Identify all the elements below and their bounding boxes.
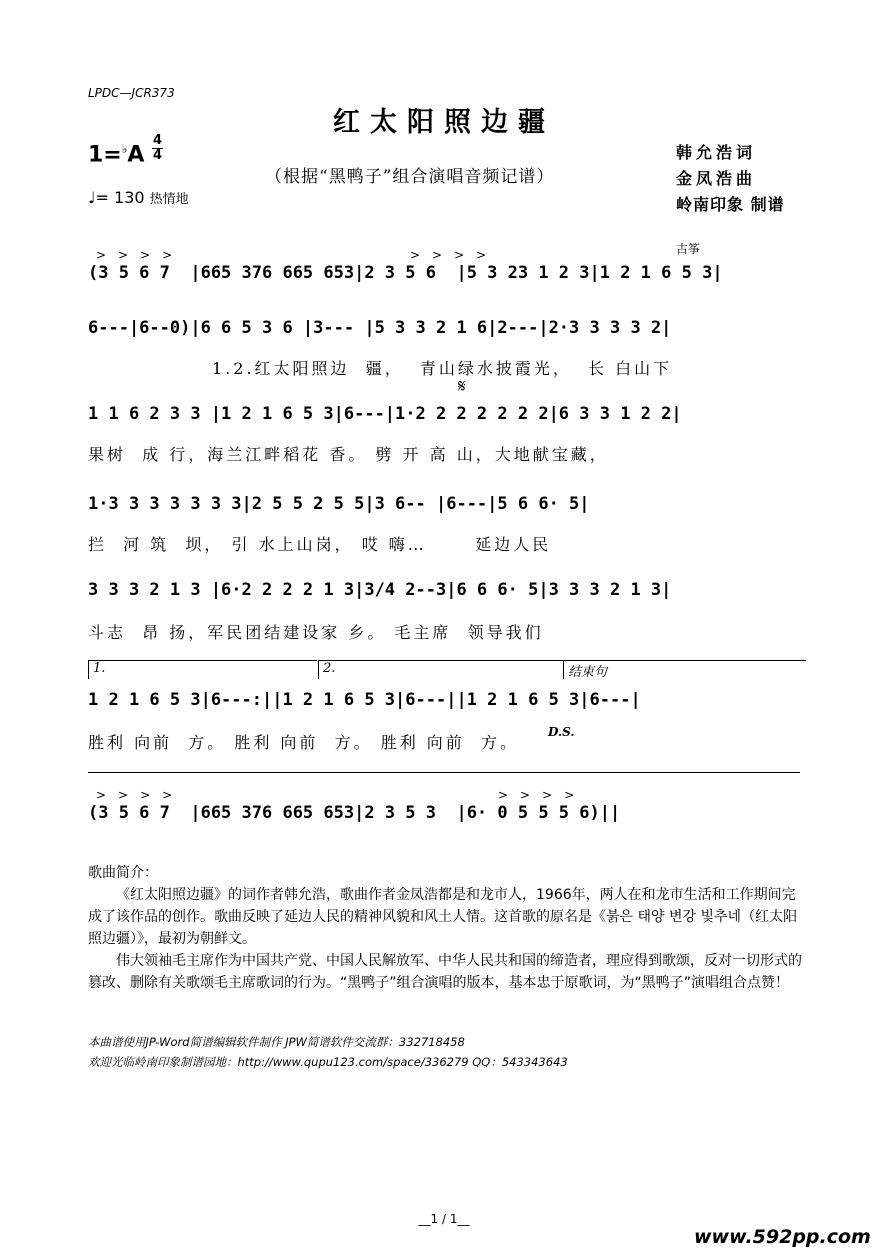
notation-row-5: 3 3 3 2 1 3 |6·2 2 2 2 1 3|3/4 2--3|6 6 6· 5|3 3 3 2 1 3| xyxy=(88,580,672,600)
segno-sign: 𝄋 xyxy=(458,376,466,397)
lyricist-credit: 韩允浩词 xyxy=(676,143,757,162)
lyric-row-6: 胜利 向前 方。 胜利 向前 方。 胜利 向前 方。 xyxy=(88,733,519,752)
footer-line-2: 欢迎光临岭南印象制谱园地：http://www.qupu123.com/space/336279 QQ：543343643 xyxy=(88,1055,568,1069)
page-number: __1 / 1__ xyxy=(418,1212,470,1226)
composer-credit: 金凤浩曲 xyxy=(676,169,757,188)
notation-row-4: 1·3 3 3 3 3 3 3|2 5 5 2 5 5|3 6-- |6---|5 6 6· 5| xyxy=(88,494,590,514)
notation-row-3: 1 1 6 2 3 3 |1 2 1 6 5 3|6---|1·2 2 2 2 2 2 2|6 3 3 1 2 2| xyxy=(88,404,682,424)
intro-paragraph-2: 伟大领袖毛主席作为中国共产党、中国人民解放军、中华人民共和国的缔造者，理应得到歌颂，反对一切形式的篡改、删除有关歌颂毛主席歌词的行为。“黑鸭子”组合演唱的版本，基本忠于原歌词，为“黑鸭子”演唱组合点赞！ xyxy=(88,953,802,991)
key-note: A xyxy=(127,142,145,168)
volta-1: 1. xyxy=(88,660,317,679)
ds-marking: D.S. xyxy=(548,725,575,739)
accent-marks-2: >>>> xyxy=(410,248,499,262)
tempo-value: = 130 xyxy=(95,188,145,207)
score-code: LPDC—JCR373 xyxy=(88,86,175,100)
accent-marks-4: >>>> xyxy=(498,788,587,802)
subtitle: （根据“黑鸭子”组合演唱音频记谱） xyxy=(265,167,555,187)
intro-paragraph-1: 《红太阳照边疆》的词作者韩允浩，歌曲作者金凤浩都是和龙市人，1966年，两人在和龙市生活和工作期间完成了该作品的创作。歌曲反映了延边人民的精神风貌和风土人情。这首歌的原名是《붉은 태양 변강 빛추네（红太阳照边疆）》，最初为朝鲜文。 xyxy=(88,887,798,947)
notation-row-2: 6---|6--0)|6 6 5 3 6 |3--- |5 3 3 2 1 6|2---|2·3 3 3 3 2| xyxy=(88,318,672,338)
lyric-row-2: 1.2.红太阳照边 疆， 青山绿水披霞光， 长 白山下 xyxy=(212,359,673,378)
notation-row-1: (3 5 6 7 |665 376 665 653|2 3 5 6 |5 3 23 1 2 3|1 2 1 6 5 3| xyxy=(88,263,723,283)
accent-marks-1: >>>> xyxy=(96,248,185,262)
key-label: 1= xyxy=(88,142,122,168)
coda-label: 结束句 xyxy=(563,660,806,679)
flat-sign: ♭ xyxy=(121,142,128,156)
quarter-note-icon: ♩ xyxy=(88,188,96,207)
notation-row-6: 1 2 1 6 5 3|6---:||1 2 1 6 5 3|6---||1 2 1 6 5 3|6---| xyxy=(88,690,641,710)
notation-row-7: (3 5 6 7 |665 376 665 653|2 3 5 3 |6· 0 5 5 5 6)|| xyxy=(88,803,621,823)
lyric-row-3: 果树 成 行，海兰江畔稻花 香。 劈 开 高 山，大地献宝藏， xyxy=(88,445,609,464)
time-top: 4 xyxy=(152,133,163,148)
tempo-marking xyxy=(88,188,189,207)
volta-2: 2. xyxy=(318,660,563,679)
time-bottom: 4 xyxy=(152,148,163,163)
divider-line xyxy=(88,772,800,773)
time-signature xyxy=(152,134,163,163)
footer-line-1: 本曲谱使用JP-Word简谱编辑软件制作 JPW简谱软件交流群：332718458 xyxy=(88,1035,465,1049)
accent-marks-3: >>>> xyxy=(96,788,185,802)
song-title: 红太阳照边疆 xyxy=(333,107,555,138)
arranger-credit: 岭南印象 制谱 xyxy=(676,195,785,214)
lyric-row-5: 斗志 昂 扬，军民团结建设家 乡。 毛主席 领导我们 xyxy=(88,623,544,642)
lyric-row-4: 拦 河 筑 坝， 引 水上山岗， 哎 嗨… 延边人民 xyxy=(88,535,552,554)
key-signature xyxy=(88,142,144,167)
intro-heading: 歌曲简介： xyxy=(88,865,158,881)
song-introduction xyxy=(88,862,803,994)
tempo-mood: 热情地 xyxy=(149,192,189,207)
site-watermark: www.592pp.com xyxy=(694,1226,871,1248)
instrument-label: 古筝 xyxy=(676,242,701,256)
